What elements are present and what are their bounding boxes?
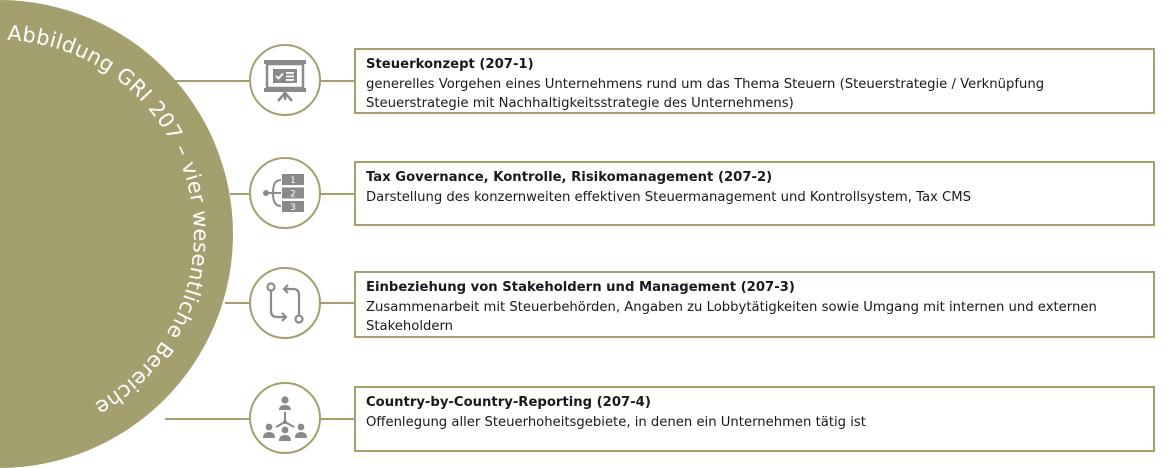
list-number-3: 3	[290, 203, 296, 213]
gri-207-circle	[0, 0, 233, 468]
item-box-2	[354, 161, 1155, 226]
item-title-4: Country-by-Country-Reporting (207-4)	[366, 395, 651, 410]
icon-circle-2	[249, 157, 321, 229]
icon-circle-4	[249, 382, 321, 454]
item-title-2: Tax Governance, Kontrolle, Risikomanagement (207-2)	[366, 170, 773, 185]
icon-circle-3	[249, 267, 321, 339]
item-title-3: Einbeziehung von Stakeholdern und Management (207-3)	[366, 280, 795, 295]
item-box-4	[354, 386, 1155, 452]
icon-circle-1	[249, 44, 321, 116]
numbered-list-icon	[261, 169, 309, 217]
list-number-1: 1	[290, 176, 296, 186]
item-text-2: Darstellung des konzernweiten effektiven Steuermanagement und Kontrollsystem, Tax CMS	[366, 190, 971, 205]
circle-label: Abbildung GRI 207 – vier wesentliche Bereiche	[6, 21, 214, 421]
exchange-arrows-icon	[261, 279, 309, 327]
network-people-icon	[261, 394, 309, 442]
item-text-3: Zusammenarbeit mit Steuerbehörden, Angaben zu Lobbytätigkeiten sowie Umgang mit internen und externen Stakeholdern	[366, 300, 1097, 334]
item-box-1	[354, 48, 1155, 114]
item-text-1: generelles Vorgehen eines Unternehmens rund um das Thema Steuern (Steuerstrategie / Verknüpfung Steuerstrategie mit Nachhaltigkeitsstrategie des Unternehmens)	[366, 77, 1045, 111]
item-title-1: Steuerkonzept (207-1)	[366, 57, 534, 72]
item-box-3	[354, 271, 1155, 338]
item-text-4: Offenlegung aller Steuerhoheitsgebiete, in denen ein Unternehmen tätig ist	[366, 415, 866, 430]
list-number-2: 2	[290, 189, 296, 200]
presentation-board-icon	[261, 56, 309, 104]
